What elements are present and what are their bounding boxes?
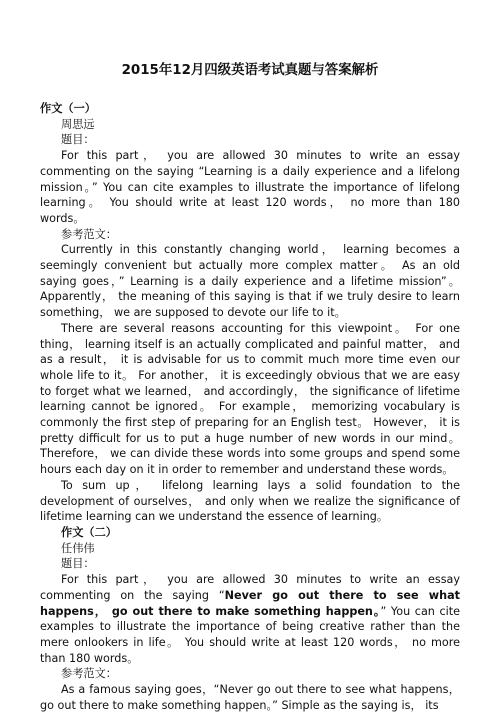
document-title: 2015年12月四级英语考试真题与答案解析 bbox=[121, 63, 379, 78]
essay2-prompt bbox=[40, 572, 460, 666]
essay2-prompt-label: 题目： bbox=[61, 557, 95, 571]
essay1-author: 周思远 bbox=[61, 117, 95, 131]
essay2-author: 任伟伟 bbox=[61, 541, 95, 555]
essay2-heading: 作文（二） bbox=[61, 525, 117, 539]
essay1-paragraph-3: To sum up， lifelong learning lays a solid foundation to the development of ourselves， and only when we realize the significance of lifetime learning can we understand the essence of learning。 bbox=[40, 478, 460, 524]
essay2-prompt-start: For this part， you are allowed 30 minutes to write an essay commenting on the saying “ bbox=[40, 573, 460, 602]
essay2-prompt-end: ” You can cite examples to illustrate the importance of being creative rather than the mere onlookers in life。 You should write at least 120 words， no more than 180 words。 bbox=[40, 604, 460, 665]
essay1-paragraph-2: There are several reasons accounting for this viewpoint。 For one thing， learning itself is an actually complicated and painful matter， and as a result， it is advisable for us to commit much more time even our whole life to it。 For another， it is exceedingly obvious that we are easy to forget what we learned， and accordingly， the significance of lifetime learning cannot be ignored。 For example， memorizing vocabulary is commonly the first step of preparing for an English test。 However， it is pretty difficult for us to put a huge number of new words in our mind。 Therefore， we can divide these words into some groups and spend some hours each day on it in order to remember and understand these words。 bbox=[40, 321, 460, 477]
essay1-prompt-label: 题目： bbox=[61, 133, 95, 147]
essay2-sample-label: 参考范文： bbox=[61, 667, 117, 681]
essay1-paragraph-1: Currently in this constantly changing world， learning becomes a seemingly convenient but actually more complex matter。 As an old saying goes，” Learning is a daily experience and a lifetime mission”。 Apparently， the meaning of this saying is that if we truly desire to learn something， we are supposed to devote our life to it。 bbox=[40, 243, 460, 320]
document-page bbox=[40, 62, 460, 713]
essay1-heading: 作文（一） bbox=[40, 102, 96, 115]
essay2-paragraph-1: As a famous saying goes，“Never go out there to see what happens，go out there to make something happen。” Simple as the saying is， its bbox=[40, 683, 460, 712]
essay1-prompt: For this part， you are allowed 30 minutes to write an essay commenting on the saying “Learning is a daily experience and a lifelong mission。” You can cite examples to illustrate the importance of lifelong learning。 You should write at least 120 words， no more than 180 words。 bbox=[40, 149, 460, 225]
essay2-prompt-quote: Never go out there to see what happens， go out there to make something happen。 bbox=[40, 588, 461, 618]
essay1-sample-label: 参考范文： bbox=[61, 227, 117, 241]
